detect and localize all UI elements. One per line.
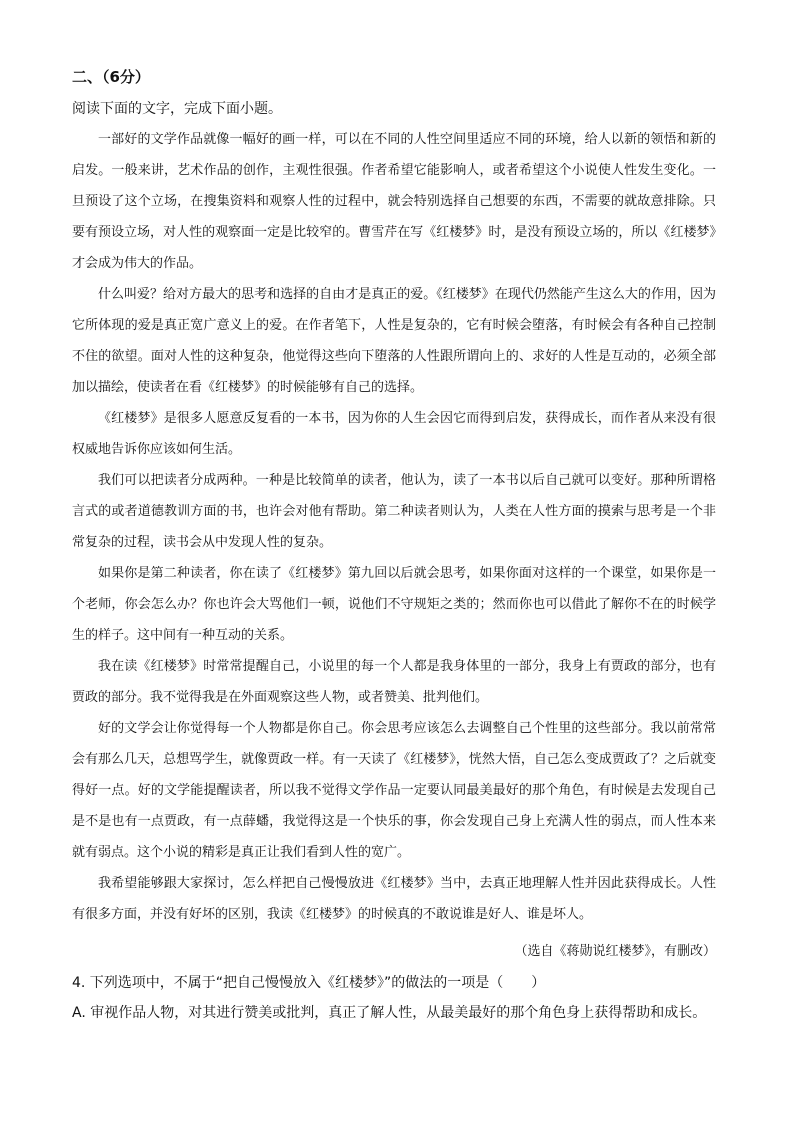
reading-passage — [72, 124, 716, 930]
option-a: A. 审视作品人物，对其进行赞美或批判，真正了解人性，从最美最好的那个角色身上获得帮助和成长。 — [72, 1005, 707, 1021]
instruction-text: 阅读下面的文字，完成下面小题。 — [72, 101, 282, 117]
passage-paragraph-5: 如果你是第二种读者，你在读了《红楼梦》第九回以后就会思考，如果你面对这样的一个课堂，如果你是一个老师，你会怎么办？你也许会大骂他们一顿，说他们不守规矩之类的；然而你也可以借此了解你不在的时候学生的样子。这中间有一种互动的关系。 — [72, 566, 716, 643]
passage-paragraph-2: 什么叫爱？给对方最大的思考和选择的自由才是真正的爱。《红楼梦》在现代仍然能产生这么大的作用，因为它所体现的爱是真正宽广意义上的爱。在作者笔下，人性是复杂的，它有时候会堕落，有时候会有各种自己控制不住的欲望。面对人性的这种复杂，他觉得这些向下堕落的人性跟所谓向上的、求好的人性是互动的，必须全部加以描绘，使读者在看《红楼梦》的时候能够有自己的选择。 — [72, 287, 716, 395]
passage-paragraph-7: 好的文学会让你觉得每一个人物都是你自己。你会思考应该怎么去调整自己个性里的这些部分。我以前常常会有那么几天，总想骂学生，就像贾政一样。有一天读了《红楼梦》，恍然大悟，自己怎么变成贾政了？之后就变得好一点。好的文学能提醒读者，所以我不觉得文学作品一定要认同最美最好的那个角色，有时候是去发现自己是不是也有一点贾政，有一点薛蟠，我觉得这是一个快乐的事，你会发现自己身上充满人性的弱点，而人性本来就有弱点。这个小说的精彩是真正让我们看到人性的宽广。 — [72, 721, 716, 860]
passage-paragraph-3: 《红楼梦》是很多人愿意反复看的一本书，因为你的人生会因它而得到启发，获得成长，而作者从来没有很权威地告诉你应该如何生活。 — [72, 411, 716, 457]
section-title: 二、（6分） — [72, 68, 150, 86]
passage-paragraph-6: 我在读《红楼梦》时常常提醒自己，小说里的每一个人都是我身体里的一部分，我身上有贾政的部分，也有贾政的部分。我不觉得我是在外面观察这些人物，或者赞美、批判他们。 — [72, 659, 716, 705]
passage-paragraph-1: 一部好的文学作品就像一幅好的画一样，可以在不同的人性空间里适应不同的环境，给人以新的领悟和新的启发。一般来讲，艺术作品的创作，主观性很强。作者希望它能影响人，或者希望这个小说使人性发生变化。一旦预设了这个立场，在搜集资料和观察人性的过程中，就会特别选择自己想要的东西，不需要的就故意排除。只要有预设立场，对人性的观察面一定是比较窄的。曹雪芹在写《红楼梦》时，是没有预设立场的，所以《红楼梦》才会成为伟大的作品。 — [72, 132, 716, 271]
passage-paragraph-4: 我们可以把读者分成两种。一种是比较简单的读者，他认为，读了一本书以后自己就可以变好。那种所谓格言式的或者道德教训方面的书，也许会对他有帮助。第二种读者则认为，人类在人性方面的摸索与思考是一个非常复杂的过程，读书会从中发现人性的复杂。 — [72, 473, 716, 550]
question-stem: 4. 下列选项中，不属于“把自己慢慢放入《红楼梦》”的做法的一项是（ ） — [72, 975, 546, 991]
passage-paragraph-8: 我希望能够跟大家探讨，怎么样把自己慢慢放进《红楼梦》当中，去真正地理解人性并因此获得成长。人性有很多方面，并没有好坏的区别，我读《红楼梦》的时候真的不敢说谁是好人、谁是坏人。 — [72, 876, 716, 922]
source-citation: （选自《蒋勋说红楼梦》，有删改） — [514, 944, 716, 959]
